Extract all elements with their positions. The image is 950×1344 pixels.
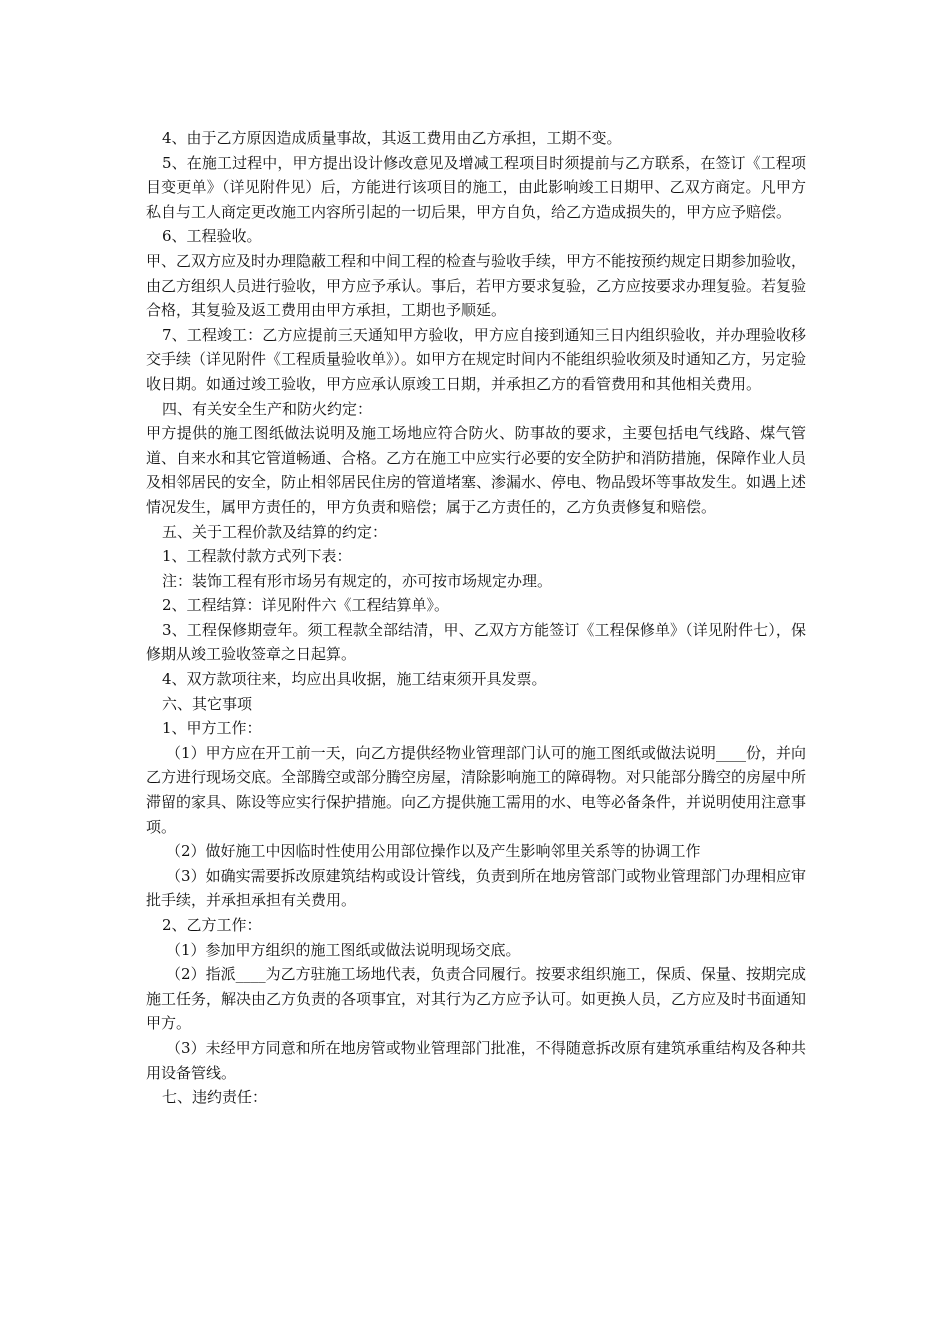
party-b-duty-1: （1）参加甲方组织的施工图纸或做法说明现场交底。 bbox=[166, 940, 521, 959]
party-b-duty-3: （3）未经甲方同意和所在地房管或物业管理部门批准，不得随意拆改原有建筑承重结构及各种共用设备管线。 bbox=[146, 1038, 806, 1082]
clause-4-quality-accident: 4、由于乙方原因造成质量事故，其返工费用由乙方承担，工期不变。 bbox=[162, 129, 622, 147]
section-4-heading: 四、有关安全生产和防火约定： bbox=[162, 399, 373, 418]
section-4-safety-text: 甲方提供的施工图纸做法说明及施工场地应符合防火、防事故的要求，主要包括电气线路、煤气管道、自来水和其它管道畅通、合格。乙方在施工中应实行必要的安全防护和消防措施，保障作业人员及相邻居民的安全，防止相邻居民住房的管道堵塞、渗漏水、停电、物品毁坏等事故发生。如遇上述情况发生，属甲方责任的，甲方负责和赔偿；属于乙方责任的，乙方负责修复和赔偿。 bbox=[146, 424, 807, 516]
clause-7-completion: 7、工程竣工：乙方应提前三天通知甲方验收，甲方应自接到通知三日内组织验收，并办理验收移交手续（详见附件《工程质量验收单》）。如甲方在规定时间内不能组织验收须及时通知乙方，另定验收日期。如通过竣工验收，甲方应承认原竣工日期，并承担乙方的看管费用和其他相关费用。 bbox=[146, 325, 807, 393]
party-a-duty-3: （3）如确实需要拆改原建筑结构或设计管线，负责到所在地房管部门或物业管理部门办理相应审批手续，并承担承担有关费用。 bbox=[146, 866, 806, 910]
party-b-duty-2: （2）指派____为乙方驻施工场地代表，负责合同履行。按要求组织施工，保质、保量、按期完成施工任务，解决由乙方负责的各项事宜，对其行为乙方应予认可。如更换人员，乙方应及时书面通知甲方。 bbox=[146, 965, 807, 1033]
section-7-heading: 七、违约责任： bbox=[162, 1088, 268, 1107]
warranty-item: 3、工程保修期壹年。须工程款全部结清，甲、乙双方方能签订《工程保修单》（详见附件七），保修期从竣工验收签章之日起算。 bbox=[146, 620, 806, 664]
clause-6-inspection: 甲、乙双方应及时办理隐蔽工程和中间工程的检查与验收手续，甲方不能按预约规定日期参加验收，由乙方组织人员进行验收，甲方应予承认。事后，若甲方要求复验，乙方应按要求办理复验。若复验合格，其复验及返工费用由甲方承担，工期也予顺延。 bbox=[146, 251, 807, 320]
party-a-work-heading: 1、甲方工作： bbox=[162, 719, 262, 738]
receipts-item: 4、双方款项往来，均应出具收据，施工结束须开具发票。 bbox=[162, 670, 547, 689]
document-body bbox=[146, 126, 806, 1110]
section-6-heading: 六、其它事项 bbox=[162, 694, 253, 713]
party-a-duty-1: （1）甲方应在开工前一天，向乙方提供经物业管理部门认可的施工图纸或做法说明____份，并向乙方进行现场交底。全部腾空或部分腾空房屋，清除影响施工的障碍物。对只能部分腾空的房屋中所滞留的家具、陈设等应实行保护措施。向乙方提供施工需用的水、电等必备条件，并说明使用注意事项。 bbox=[146, 743, 807, 836]
clause-5-design-change: 5、在施工过程中，甲方提出设计修改意见及增减工程项目时须提前与乙方联系，在签订《工程项目变更单》（详见附件见）后，方能进行该项目的施工，由此影响竣工日期甲、乙双方商定。凡甲方私自与工人商定更改施工内容所引起的一切后果，甲方自负，给乙方造成损失的，甲方应予赔偿。 bbox=[146, 153, 806, 221]
party-b-work-heading: 2、乙方工作： bbox=[162, 916, 262, 934]
payment-method-item: 1、工程款付款方式列下表： bbox=[162, 547, 352, 566]
section-5-heading: 五、关于工程价款及结算的约定： bbox=[162, 522, 388, 541]
settlement-item: 2、工程结算：详见附件六《工程结算单》。 bbox=[162, 596, 450, 615]
payment-note: 注：装饰工程有形市场另有规定的，亦可按市场规定办理。 bbox=[162, 571, 553, 590]
clause-6-heading: 6、工程验收。 bbox=[162, 227, 262, 246]
party-a-duty-2: （2）做好施工中因临时性使用公用部位操作以及产生影响邻里关系等的协调工作 bbox=[166, 842, 701, 861]
